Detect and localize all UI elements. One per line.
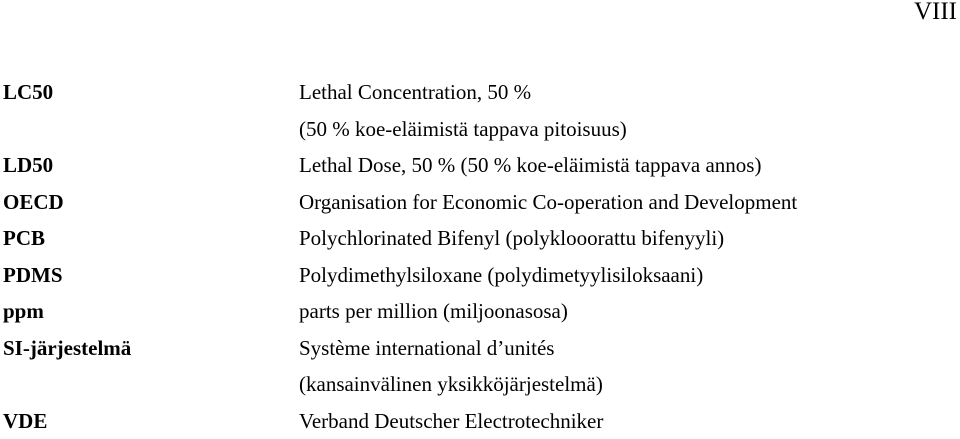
- glossary-definition: Polydimethylsiloxane (polydimetyylisiloksaani): [299, 263, 703, 287]
- glossary-definition: (kansainvälinen yksikköjärjestelmä): [299, 372, 603, 396]
- glossary-row: [3, 293, 953, 330]
- abbreviation-glossary: [3, 74, 953, 439]
- glossary-definition: Polychlorinated Bifenyl (polyklooorattu bifenyyli): [299, 226, 724, 250]
- glossary-row: [3, 184, 953, 221]
- glossary-definition: Système international d’unités: [299, 336, 554, 360]
- glossary-definition: Lethal Concentration, 50 %: [299, 80, 531, 104]
- glossary-term: PCB: [3, 226, 299, 250]
- glossary-term: LC50: [3, 80, 299, 104]
- glossary-row: [3, 111, 953, 148]
- glossary-term: LD50: [3, 153, 299, 177]
- page-number: VIII: [914, 0, 957, 26]
- glossary-term: ppm: [3, 299, 299, 323]
- glossary-definition: Verband Deutscher Electrotechniker: [299, 409, 603, 433]
- glossary-term: VDE: [3, 409, 299, 433]
- glossary-row: [3, 330, 953, 367]
- glossary-term: PDMS: [3, 263, 299, 287]
- glossary-definition: parts per million (miljoonasosa): [299, 299, 568, 323]
- glossary-row: [3, 257, 953, 294]
- glossary-row: [3, 74, 953, 111]
- glossary-definition: Lethal Dose, 50 % (50 % koe-eläimistä tappava annos): [299, 153, 761, 177]
- glossary-row: [3, 220, 953, 257]
- glossary-term: SI-järjestelmä: [3, 336, 299, 360]
- glossary-row: [3, 366, 953, 403]
- glossary-row: [3, 403, 953, 439]
- glossary-row: [3, 147, 953, 184]
- glossary-definition: (50 % koe-eläimistä tappava pitoisuus): [299, 117, 627, 141]
- glossary-term: OECD: [3, 190, 299, 214]
- glossary-definition: Organisation for Economic Co-operation and Development: [299, 190, 797, 214]
